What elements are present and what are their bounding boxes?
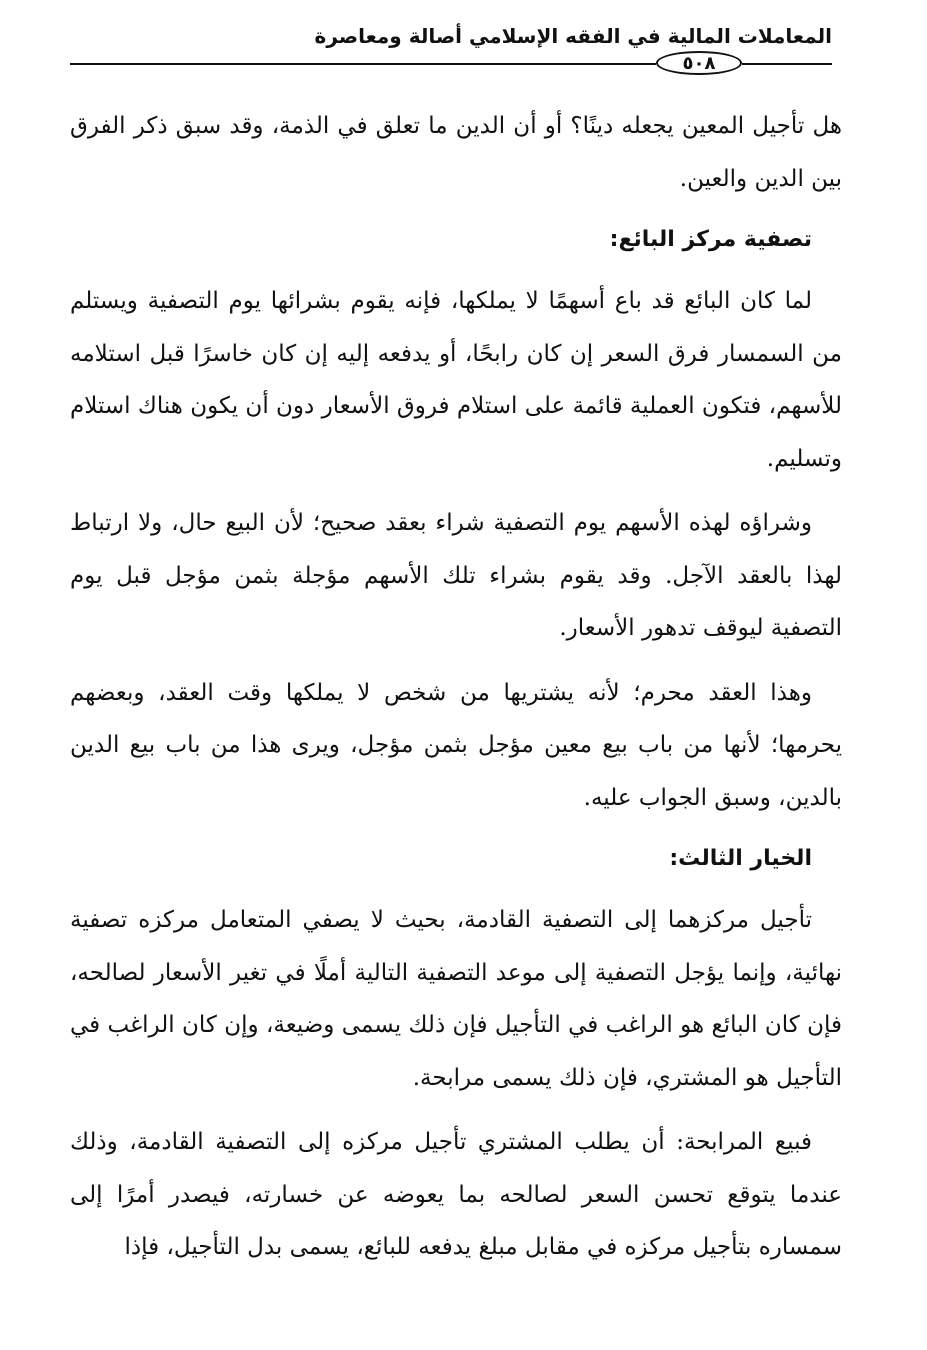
section-heading-seller-settlement: تصفية مركز البائع: xyxy=(609,227,812,252)
paragraph-4: وهذا العقد محرم؛ لأنه يشتريها من شخص لا يملكها وقت العقد، وبعضهم يحرمها؛ لأنها من باب بيع معين مؤجل بثمن مؤجل، ويرى هذا من باب بيع الدين بالدين، وسبق الجواب عليه. xyxy=(70,679,842,811)
header-rule-right xyxy=(742,63,832,65)
paragraph-5: تأجيل مركزهما إلى التصفية القادمة، بحيث لا يصفي المتعامل مركزه تصفية نهائية، وإنما يؤجل التصفية إلى موعد التصفية التالية أملًا في تغير الأسعار لصالحه، فإن كان البائع هو الراغب في التأجيل فإن ذلك يسمى وضيعة، وإن كان الراغب في التأجيل هو المشتري، فإن ذلك يسمى مرابحة. xyxy=(70,907,842,1091)
header-rule-left xyxy=(70,63,656,65)
paragraph-2: لما كان البائع قد باع أسهمًا لا يملكها، فإنه يقوم بشرائها يوم التصفية ويستلم من السمسار فرق السعر إن كان رابحًا، أو يدفعه إليه إن كان خاسرًا قبل استلامه للأسهم، فتكون العملية قائمة على استلام فروق الأسعار دون أن يكون هناك استلام وتسليم. xyxy=(70,288,842,472)
paragraph-1: هل تأجيل المعين يجعله دينًا؟ أو أن الدين ما تعلق في الذمة، وقد سبق ذكر الفرق بين الدين والعين. xyxy=(70,113,842,192)
running-header xyxy=(70,24,832,74)
section-heading-third-option: الخيار الثالث: xyxy=(669,846,812,871)
page-number: ٥٠٨ xyxy=(656,51,742,75)
paragraph-3: وشراؤه لهذه الأسهم يوم التصفية شراء بعقد صحيح؛ لأن البيع حال، ولا ارتباط لهذا بالعقد الآجل. وقد يقوم بشراء تلك الأسهم مؤجلة بثمن مؤجل قبل يوم التصفية ليوقف تدهور الأسعار. xyxy=(70,510,842,641)
page-body xyxy=(70,100,842,1286)
book-title: المعاملات المالية في الفقه الإسلامي أصالة ومعاصرة xyxy=(314,24,832,48)
paragraph-6: فبيع المرابحة: أن يطلب المشتري تأجيل مركزه إلى التصفية القادمة، وذلك عندما يتوقع تحسن السعر لصالحه بما يعوضه عن خسارته، فيصدر أمرًا إلى سمساره بتأجيل مركزه في مقابل مبلغ يدفعه للبائع، يسمى بدل التأجيل، فإذا xyxy=(70,1129,842,1260)
